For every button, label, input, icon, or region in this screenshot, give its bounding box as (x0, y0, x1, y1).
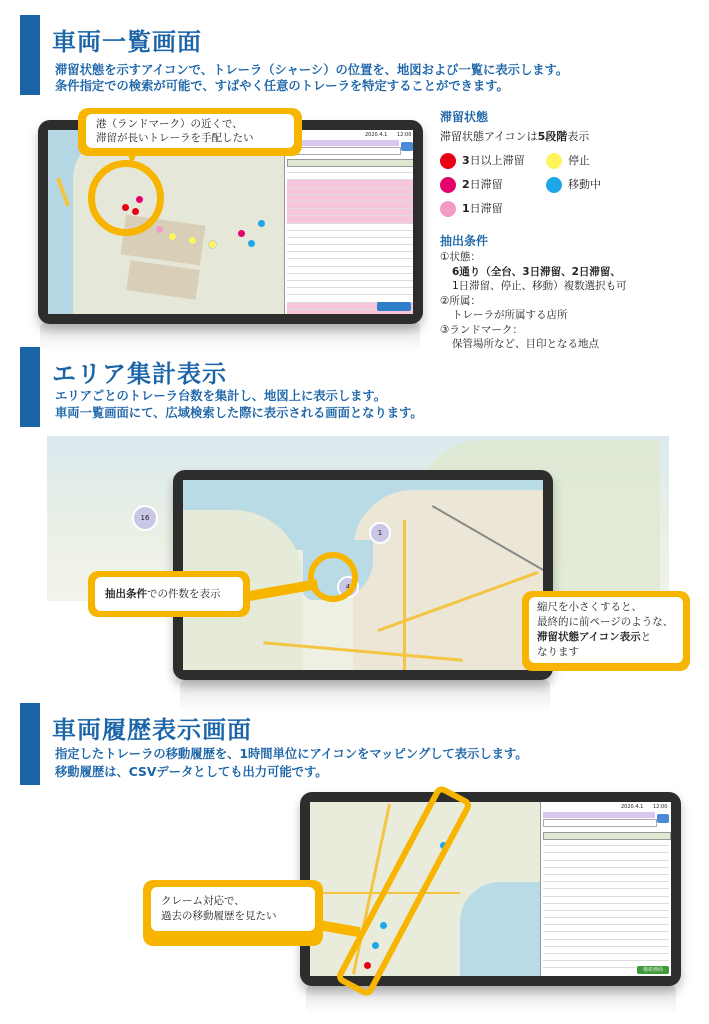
search-field[interactable] (287, 147, 401, 155)
screen-time: 12:00 (653, 804, 668, 810)
status-intro-b: 5段階 (537, 130, 568, 143)
cond2: ②所属： (440, 294, 481, 307)
section2-desc2: 車両一覧画面にて、広域検索した際に表示される画面となります。 (55, 406, 423, 420)
table-row[interactable] (543, 954, 669, 961)
legend-3day-icon (440, 153, 456, 169)
status-dot-stop (168, 232, 177, 241)
tablet1-reflection (40, 322, 420, 352)
table-row[interactable] (287, 202, 413, 209)
table-row[interactable] (287, 288, 413, 295)
callout-zoom-note (522, 591, 690, 671)
cond3: ③ランドマーク： (440, 323, 523, 336)
status-dot-moving (258, 220, 265, 227)
cond1-detail-b: 1日滞留、停止、移動）複数選択も可 (452, 280, 627, 292)
section3-desc1: 指定したトレーラの移動履歴を、1時間単位にアイコンをマッピングして表示します。 (55, 747, 528, 761)
cluster-count: 4 (345, 583, 351, 591)
cluster-marker[interactable] (369, 522, 391, 544)
section3-title: 車両履歴表示画面 (52, 716, 252, 744)
callout-right-l3-bold: 滞留状態アイコン表示 (537, 631, 641, 643)
status-dot-stop (188, 236, 197, 245)
table-row[interactable] (287, 267, 413, 274)
legend-moving-icon (546, 177, 562, 193)
table-row[interactable] (287, 259, 413, 266)
highlight-circle (308, 552, 358, 602)
legend-2day-label: 日滞留 (469, 178, 503, 191)
search-header (287, 140, 399, 146)
table-row[interactable] (543, 875, 669, 882)
status-dot-moving (248, 240, 255, 247)
table-row[interactable] (287, 245, 413, 252)
section2-desc1: エリアごとのトレーラ台数を集計し、地図上に表示します。 (55, 389, 387, 403)
status-intro-a: 滞留状態アイコンは (440, 130, 538, 143)
table-row[interactable] (543, 868, 669, 875)
list-action-button[interactable] (377, 302, 411, 311)
legend-moving-label: 移動中 (568, 178, 601, 191)
cluster-count: 1 (377, 529, 383, 537)
cond1-detail-a: 6通り（全台、3日滞留、2日滞留、 (452, 265, 621, 278)
table-rows (287, 166, 413, 314)
callout-right-l2: 最終的に前ページのような、 (537, 616, 674, 628)
condition-list (440, 250, 627, 352)
table-row[interactable] (287, 231, 413, 238)
table-row[interactable] (543, 904, 669, 911)
table-row[interactable] (287, 188, 413, 195)
legend-3day (440, 152, 525, 169)
callout-claim-history (143, 880, 323, 946)
cond3-detail: 保管場所など、目印となる地点 (452, 338, 599, 350)
section1-desc2: 条件指定での検索が可能で、すばやく任意のトレーラを特定することができます。 (55, 79, 509, 93)
table-row[interactable] (543, 861, 669, 868)
screen-date: 2020.4.1 (621, 804, 644, 810)
screen-time: 12:00 (397, 132, 412, 138)
table-row[interactable] (543, 925, 669, 932)
table-row[interactable] (543, 882, 669, 889)
extract-heading: 抽出条件 (440, 234, 489, 248)
table-row[interactable] (287, 274, 413, 281)
table-row[interactable] (287, 224, 413, 231)
legend-1day-label: 日滞留 (469, 202, 503, 215)
legend-stop-label: 停止 (568, 154, 590, 167)
table-row[interactable] (287, 195, 413, 202)
section3-bar (20, 703, 40, 785)
tablet2-reflection (180, 680, 550, 712)
callout-right-l3-rest: と (640, 631, 652, 643)
cluster-count: 16 (140, 514, 150, 522)
table-row[interactable] (543, 932, 669, 939)
search-field[interactable] (543, 819, 657, 827)
section3-desc2: 移動履歴は、CSVデータとしても出力可能です。 (55, 765, 328, 779)
status-heading: 滞留状態 (440, 110, 489, 124)
status-dot-stop (208, 240, 217, 249)
callout-extract-count (88, 571, 250, 617)
callout-right-l4: なります (537, 646, 579, 658)
status-dot-1day (156, 226, 163, 233)
table-row[interactable] (543, 911, 669, 918)
section1-desc1: 滞留状態を示すアイコンで、トレーラ（シャーシ）の位置を、地図および一覧に表示します。 (55, 63, 569, 77)
callout-line1: 港（ランドマーク）の近くで、 (96, 118, 243, 130)
status-intro (440, 128, 589, 144)
legend-3day-num: 3 (462, 154, 470, 167)
callout-line1: クレーム対応で、 (161, 895, 245, 907)
table-row[interactable] (543, 940, 669, 947)
legend-1day-icon (440, 201, 456, 217)
table-row[interactable] (543, 846, 669, 853)
table-row[interactable] (287, 180, 413, 187)
highway (403, 520, 406, 670)
sea-area (460, 882, 540, 976)
table-row[interactable] (543, 947, 669, 954)
callout-right-l1: 縮尺を小さくすると、 (537, 601, 642, 613)
cond1: ①状態： (440, 251, 481, 263)
history-table (540, 802, 671, 976)
table-row[interactable] (543, 839, 669, 846)
status-intro-c: 表示 (567, 130, 590, 143)
table-row[interactable] (287, 238, 413, 245)
section2-title: エリア集計表示 (52, 360, 227, 388)
cond2-detail: トレーラが所属する店所 (452, 309, 568, 321)
table-row[interactable] (287, 281, 413, 288)
search-button[interactable] (657, 814, 669, 823)
legend-2day-num: 2 (462, 178, 470, 191)
table-rows (543, 839, 669, 968)
section2-bar (20, 347, 40, 427)
search-button[interactable] (401, 142, 413, 151)
table-row[interactable] (543, 889, 669, 896)
highlight-circle (88, 160, 164, 236)
legend-3day-label: 日以上滞留 (469, 154, 525, 167)
table-row[interactable] (543, 897, 669, 904)
search-screen-button[interactable] (637, 966, 669, 974)
callout-left-rest: での件数を表示 (147, 588, 221, 600)
legend-moving (546, 176, 601, 193)
legend-stop-icon (546, 153, 562, 169)
cluster-marker[interactable] (132, 505, 158, 531)
table-row[interactable] (287, 216, 413, 223)
callout-right-l3 (537, 630, 675, 645)
legend-2day (440, 176, 503, 193)
legend-stop (546, 152, 590, 169)
table-row[interactable] (287, 252, 413, 259)
callout-line2: 滞留が長いトレーラを手配したい (96, 132, 254, 144)
callout-port-landmark (78, 108, 302, 156)
vehicle-table (284, 130, 413, 314)
section1-title: 車両一覧画面 (52, 28, 202, 56)
legend-2day-icon (440, 177, 456, 193)
legend-1day-num: 1 (462, 202, 470, 215)
callout-line2: 過去の移動履歴を見たい (161, 910, 277, 922)
search-header (543, 812, 655, 818)
callout-left-bold: 抽出条件 (105, 588, 147, 600)
table-row[interactable] (287, 173, 413, 180)
search-screen-button-label: 検索画面 (642, 967, 663, 973)
section1-bar (20, 15, 40, 95)
table-row[interactable] (287, 209, 413, 216)
table-row[interactable] (287, 166, 413, 173)
screen-date: 2020.4.1 (365, 132, 388, 138)
status-dot-2day (238, 230, 245, 237)
table-row[interactable] (543, 918, 669, 925)
legend-1day (440, 200, 503, 217)
table-row[interactable] (543, 853, 669, 860)
